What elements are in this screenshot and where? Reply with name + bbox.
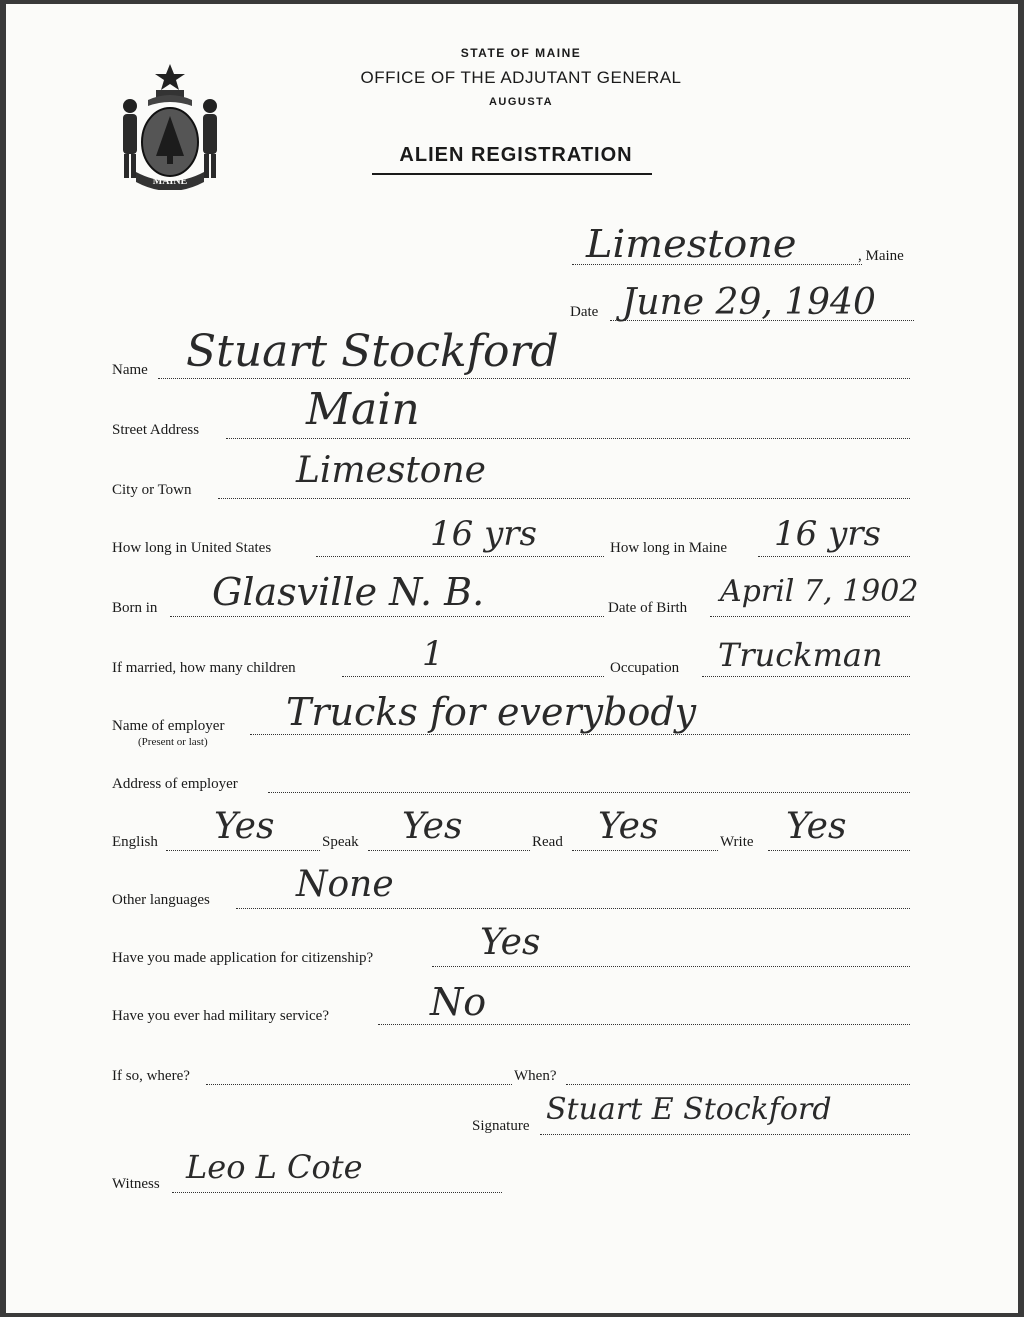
how-long-maine-value[interactable]: 16 yrs xyxy=(774,514,881,554)
how-long-maine-line xyxy=(758,556,910,557)
employer-label: Name of employer xyxy=(112,718,225,734)
citizenship-label: Have you made application for citizenship? xyxy=(112,950,374,966)
header-office: OFFICE OF THE ADJUTANT GENERAL xyxy=(360,68,682,87)
date-of-birth-line xyxy=(710,616,910,617)
other-languages-value[interactable]: None xyxy=(296,864,394,905)
if-so-where-label: If so, where? xyxy=(112,1068,190,1084)
maine-state-seal-icon xyxy=(114,60,226,190)
write-line xyxy=(768,850,910,851)
header-state: STATE OF MAINE xyxy=(460,46,582,60)
children-label: If married, how many children xyxy=(112,660,296,676)
how-long-maine-label: How long in Maine xyxy=(610,540,728,556)
city-value[interactable]: Limestone xyxy=(296,450,486,491)
signature-line xyxy=(540,1134,910,1135)
read-label: Read xyxy=(532,834,563,850)
city-line xyxy=(218,498,910,499)
form-title: ALIEN REGISTRATION xyxy=(399,144,633,166)
military-label: Have you ever had military service? xyxy=(112,1008,329,1024)
other-languages-line xyxy=(236,908,910,909)
maine-label: , Maine xyxy=(858,248,904,264)
when-line xyxy=(566,1084,910,1085)
how-long-us-value[interactable]: 16 yrs xyxy=(430,514,537,554)
city-label: City or Town xyxy=(112,482,192,498)
write-label: Write xyxy=(720,834,754,850)
header-city: AUGUSTA xyxy=(488,96,554,108)
date-of-birth-value[interactable]: April 7, 1902 xyxy=(720,574,919,609)
witness-label: Witness xyxy=(112,1176,160,1192)
citizenship-line xyxy=(432,966,910,967)
english-value[interactable]: Yes xyxy=(214,806,275,847)
occupation-value[interactable]: Truckman xyxy=(718,636,883,674)
name-value[interactable]: Stuart Stockford xyxy=(186,326,559,377)
how-long-us-label: How long in United States xyxy=(112,540,272,556)
employer-address-label: Address of employer xyxy=(112,776,238,792)
military-value[interactable]: No xyxy=(430,980,487,1024)
english-label: English xyxy=(112,834,158,850)
employer-sub-label: (Present or last) xyxy=(138,736,208,748)
witness-value[interactable]: Leo L Cote xyxy=(186,1148,363,1186)
citizenship-value[interactable]: Yes xyxy=(480,922,541,963)
born-in-line xyxy=(170,616,604,617)
name-label: Name xyxy=(112,362,148,378)
street-address-label: Street Address xyxy=(112,422,200,438)
if-so-where-line xyxy=(206,1084,512,1085)
employer-address-line xyxy=(268,792,910,793)
employer-value[interactable]: Trucks for everybody xyxy=(286,690,697,734)
occupation-label: Occupation xyxy=(610,660,680,676)
town-value[interactable]: Limestone xyxy=(586,222,797,266)
how-long-us-line xyxy=(316,556,604,557)
other-languages-label: Other languages xyxy=(112,892,210,908)
date-of-birth-label: Date of Birth xyxy=(608,600,688,616)
date-label: Date xyxy=(570,304,599,320)
read-value[interactable]: Yes xyxy=(598,806,659,847)
street-address-value[interactable]: Main xyxy=(306,384,420,435)
military-line xyxy=(378,1024,910,1025)
employer-line xyxy=(250,734,910,735)
seal-text: MAINE xyxy=(152,176,188,187)
name-line xyxy=(158,378,910,379)
date-value[interactable]: June 29, 1940 xyxy=(622,282,876,323)
born-in-value[interactable]: Glasville N. B. xyxy=(212,570,485,614)
read-line xyxy=(572,850,718,851)
witness-line xyxy=(172,1192,502,1193)
write-value[interactable]: Yes xyxy=(786,806,847,847)
registration-form xyxy=(6,4,1018,1313)
when-label: When? xyxy=(514,1068,557,1084)
english-line xyxy=(166,850,320,851)
title-underline xyxy=(372,173,652,175)
signature-value[interactable]: Stuart E Stockford xyxy=(546,1092,832,1127)
children-value[interactable]: 1 xyxy=(422,634,444,674)
speak-line xyxy=(368,850,530,851)
signature-label: Signature xyxy=(472,1118,530,1134)
street-address-line xyxy=(226,438,910,439)
speak-value[interactable]: Yes xyxy=(402,806,463,847)
born-in-label: Born in xyxy=(112,600,158,616)
children-line xyxy=(342,676,604,677)
speak-label: Speak xyxy=(322,834,359,850)
occupation-line xyxy=(702,676,910,677)
